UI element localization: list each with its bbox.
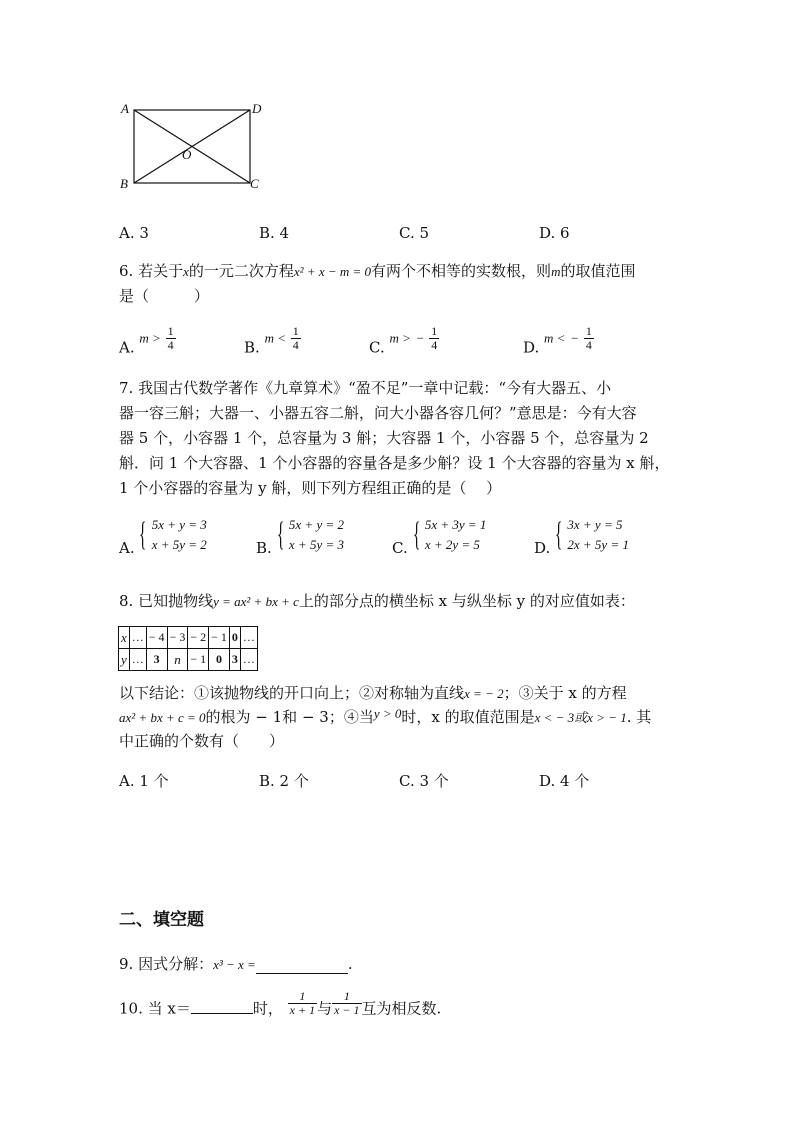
table-cell: x	[119, 627, 130, 649]
q7-option-d[interactable]	[534, 515, 629, 557]
q5-option-c[interactable]: C. 5	[399, 224, 430, 242]
q6-option-c-label: C.	[369, 338, 385, 357]
table-cell: …	[129, 627, 146, 649]
value-table	[118, 626, 258, 671]
q6-option-d-lhs: m <	[544, 330, 566, 346]
q8-range: x < − 3或x > − 1	[534, 710, 627, 725]
q6-option-a-label: A.	[119, 338, 135, 357]
table-cell: − 3	[167, 627, 188, 649]
table-cell: 0	[229, 627, 240, 649]
q5-option-b[interactable]: B. 4	[259, 224, 290, 242]
label-D: D	[252, 101, 262, 116]
q6-option-c-fraction: $\frac{1}{4}$	[431, 324, 438, 352]
brace-icon: {	[412, 516, 420, 553]
q7-line-4: 斛．问 1 个大容器、1 个小容器的容量各是多少斛？设 1 个大容器的容量为 x 斛，	[119, 454, 670, 472]
q8-conclusion-line1	[119, 682, 627, 703]
q7-option-d-system: 3x + y = 5 2x + 5y = 1	[567, 517, 629, 552]
q6-option-c-lhs: m >	[389, 330, 411, 346]
q8-option-b[interactable]: B. 2 个	[259, 772, 309, 790]
q7-line-2: 器一容三斛；大器一、小器五容二斛，问大小器各容几何？”意思是：今有大容	[119, 404, 637, 422]
q8-conclusion-line3: 中正确的个数有（ ）	[119, 732, 285, 750]
q6-option-b-fraction: $\frac{1}{4}$	[292, 324, 299, 352]
table-cell: …	[240, 649, 257, 671]
q8-conclusion-line2	[119, 706, 651, 727]
q8-conclusion-5: . 其	[626, 708, 652, 726]
q10-mid: 时，	[252, 999, 283, 1018]
q8-stem	[119, 590, 635, 611]
q6-option-b-lhs: m <	[264, 330, 286, 346]
q5-option-d[interactable]: D. 6	[539, 224, 570, 242]
q10-prefix: 10. 当 x＝	[119, 999, 191, 1018]
q8-conclusion-1: 以下结论：①该抛物线的开口向上；②对称轴为直线	[119, 684, 465, 702]
table-cell: 0	[209, 649, 230, 671]
q7-option-d-label: D.	[534, 539, 551, 557]
q6-option-d[interactable]	[523, 325, 594, 357]
rectangle-figure	[110, 95, 270, 195]
q7-line-1: 7. 我国古代数学著作《九章算术》“盈不足”一章中记载：“今有大器五、小	[119, 379, 612, 397]
brace-icon: {	[555, 516, 563, 553]
table-cell: − 1	[209, 627, 230, 649]
q8-option-a[interactable]: A. 1 个	[119, 772, 169, 790]
q6-option-b[interactable]	[244, 325, 301, 357]
q6-option-b-label: B.	[244, 338, 260, 357]
q7-line-5: 1 个小容器的容量为 y 斛，则下列方程组正确的是（ ）	[119, 479, 502, 497]
q6-option-a[interactable]	[119, 325, 176, 357]
brace-icon: {	[276, 516, 284, 553]
q6-option-d-fraction: $\frac{1}{4}$	[585, 324, 592, 352]
table-cell: y	[119, 649, 130, 671]
label-O: O	[182, 147, 192, 162]
q9-prefix: 9. 因式分解：	[119, 955, 214, 973]
q6-equation: x² + x − m = 0	[293, 264, 372, 279]
q7-option-a-label: A.	[119, 539, 135, 557]
label-C: C	[250, 176, 259, 191]
section-title: 二、填空题	[119, 910, 204, 930]
q7-option-b-label: B.	[256, 539, 272, 557]
table-cell: − 1	[188, 649, 209, 671]
q9	[119, 953, 353, 974]
q8-stem-1: 8. 已知抛物线	[119, 592, 214, 610]
q6-var-m: m	[551, 264, 561, 279]
q9-suffix: .	[347, 955, 353, 973]
q7-line-3: 器 5 个，小容器 1 个，总容量为 3 斛；大容器 1 个，小容器 5 个，总容量为 2	[119, 429, 649, 447]
q8-option-c[interactable]: C. 3 个	[399, 772, 449, 790]
table-row	[119, 649, 258, 671]
q6-option-c-sign: −	[415, 330, 425, 346]
q10-fraction-2: $\frac{1}{x - 1}$	[334, 989, 360, 1017]
q8-eq2: ax² + bx + c = 0	[119, 710, 206, 725]
table-cell: 3	[146, 649, 167, 671]
q6-stem-line2: 是（ ）	[119, 287, 210, 305]
q6-stem	[119, 260, 635, 281]
q6-option-a-fraction: $\frac{1}{4}$	[167, 324, 174, 352]
q8-axis-eq: x = − 2	[464, 686, 504, 701]
table-cell: − 2	[188, 627, 209, 649]
q10-and: 与	[317, 999, 333, 1018]
q6-var-x: x	[183, 264, 189, 279]
q8-stem-2: 上的部分点的横坐标 x 与纵坐标 y 的对应值如表：	[298, 592, 635, 610]
q7-option-b[interactable]	[256, 515, 344, 557]
q6-stem-1: 6. 若关于	[119, 262, 184, 280]
q8-cond: y > 0	[373, 706, 402, 721]
table-cell: − 4	[146, 627, 167, 649]
brace-icon: {	[139, 516, 147, 553]
q7-option-c-label: C.	[392, 539, 408, 557]
q5-option-a[interactable]: A. 3	[119, 224, 149, 242]
q7-option-b-system: 5x + y = 2 x + 5y = 3	[288, 517, 344, 552]
q8-parabola: y = ax² + bx + c	[213, 594, 299, 609]
q10	[119, 990, 441, 1019]
q6-stem-4: 的取值范围	[560, 262, 636, 280]
q6-option-a-lhs: m >	[139, 330, 161, 346]
q8-conclusion-3: 的根为 − 1和 − 3；④当	[205, 708, 374, 726]
q6-option-d-sign: −	[570, 330, 580, 346]
q6-stem-3: 有两个不相等的实数根，则	[371, 262, 552, 280]
q10-fraction-1: $\frac{1}{x + 1}$	[289, 989, 316, 1017]
q7-option-a-system: 5x + y = 3 x + 5y = 2	[151, 517, 207, 552]
q8-conclusion-4: 时，x 的取值范围是	[401, 708, 535, 726]
q10-answer-blank[interactable]	[191, 999, 253, 1014]
table-cell: n	[167, 649, 188, 671]
table-cell: …	[240, 627, 257, 649]
q6-stem-2: 的一元二次方程	[188, 262, 294, 280]
table-row	[119, 627, 258, 649]
q8-option-d[interactable]: D. 4 个	[539, 772, 590, 790]
q9-expr: x³ − x =	[213, 957, 256, 972]
q6-option-c[interactable]	[369, 325, 439, 357]
q10-suffix: 互为相反数.	[361, 999, 442, 1018]
table-cell: …	[129, 649, 146, 671]
q9-answer-blank[interactable]	[256, 959, 348, 974]
table-cell: 3	[229, 649, 240, 671]
q7-option-c[interactable]	[392, 515, 486, 557]
q8-conclusion-2: ；③关于 x 的方程	[503, 684, 627, 702]
q7-option-c-system: 5x + 3y = 1 x + 2y = 5	[424, 517, 487, 552]
q6-option-d-label: D.	[523, 338, 540, 357]
label-A: A	[121, 101, 129, 116]
label-B: B	[120, 176, 128, 191]
q7-option-a[interactable]	[119, 515, 207, 557]
